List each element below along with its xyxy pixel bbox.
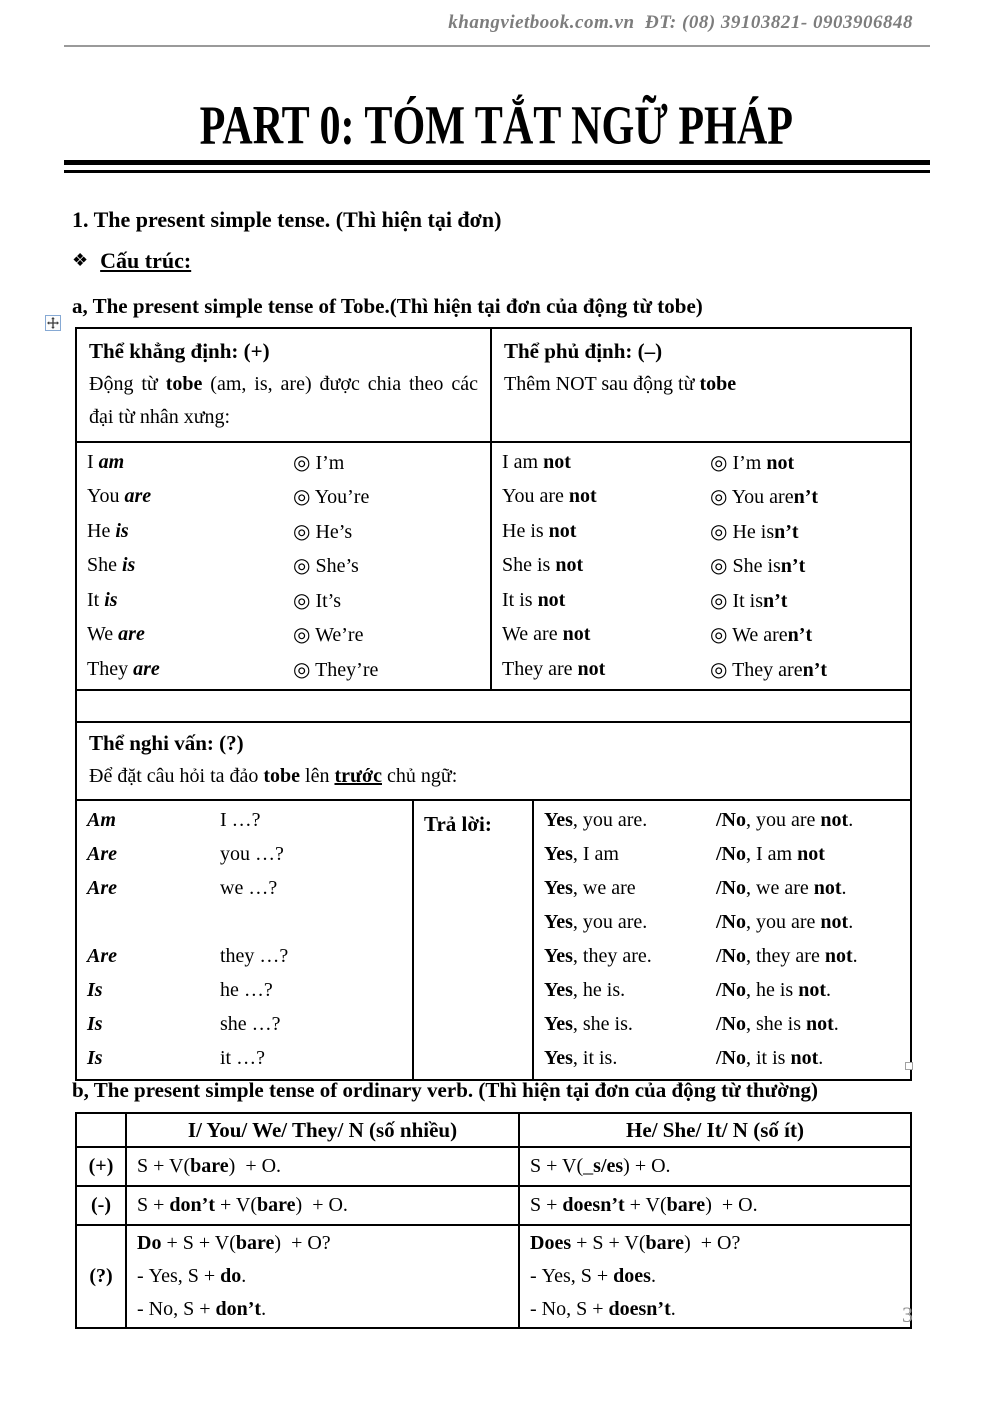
cell: Is [87,1013,103,1035]
cell: ◎ It isn’t [710,589,788,612]
cell: They are not [502,657,606,680]
interrogative-header-row [77,723,910,801]
answers-list [534,801,910,1079]
affirmative-form-row [87,445,484,480]
cell: ◎ I’m [293,451,345,474]
tobe-table-header-row [77,329,910,443]
question-row [87,1042,404,1076]
answer-label: Trả lời: [424,811,492,836]
answer-row [544,974,902,1008]
cell: you …? [220,843,284,865]
cell: ◎ They’re [293,658,379,681]
cell: Are [87,877,117,899]
question-row [87,974,404,1008]
empty-spacer-row [77,691,910,723]
header-divider [64,45,930,47]
interrogative-formula-row [77,1226,910,1327]
minus-label: (-) [77,1187,127,1224]
cell: ◎ She isn’t [710,555,806,578]
cell: /No, they are not. [716,945,858,967]
question-row [87,872,404,906]
formula-line: S + don’t + V(bare) + O. [137,1194,348,1216]
cell: it …? [220,1047,265,1069]
negative-header-cell [492,329,910,441]
answer-row [544,1008,902,1042]
negative-form-row [502,583,904,618]
cell: ◎ She’s [293,555,359,578]
cell: ◎ We’re [293,624,364,647]
verb-table-header-row [77,1114,910,1148]
plus-plural-cell [127,1148,520,1185]
minus-plural-cell [127,1187,520,1224]
formula-line: - Yes, S + does. [530,1265,656,1287]
formula-line: - No, S + don’t. [137,1298,267,1320]
cell: Yes, we are [544,877,636,899]
title-rule-thin [64,170,930,173]
cell: Is [87,979,103,1001]
cell: She is not [502,554,584,577]
cell: ◎ I’m not [710,451,795,474]
cell: ◎ You aren’t [710,486,819,509]
plus-singular-cell [520,1148,910,1185]
cell: You are not [502,485,597,508]
subsection-a-heading: a, The present simple tense of Tobe.(Thì hiện tại đơn của động từ tobe) [72,294,703,318]
cell: ◎ You’re [293,486,370,509]
interrogative-title: Thể nghi vấn: (?) [89,730,244,755]
cell: Yes, I am [544,843,619,865]
cell: she …? [220,1013,281,1035]
structure-label: Cấu trúc: [100,248,192,273]
verb-header-empty-cell [77,1114,127,1146]
answer-row [544,940,902,974]
cell: Are [87,843,117,865]
plural-subjects-header: I/ You/ We/ They/ N (số nhiều) [127,1114,520,1146]
formula-line: Does + S + V(bare) + O? [530,1232,741,1254]
question-row [87,804,404,838]
cell: ◎ It’s [293,589,342,612]
affirmative-form-row [87,480,484,515]
cell: he …? [220,979,273,1001]
answer-row [544,804,902,838]
cell: Yes, you are. [544,911,648,933]
diamond-bullet-icon: ❖ [72,250,89,270]
negative-form-row [502,549,904,584]
question-singular-cell [520,1226,910,1327]
answer-label-cell [414,801,534,1079]
cell: ◎ We aren’t [710,624,813,647]
table-resize-handle[interactable] [905,1062,913,1070]
part-title [0,96,993,154]
negative-form-row [502,514,904,549]
cell: they …? [220,945,289,967]
formula-line: - No, S + doesn’t. [530,1298,676,1320]
question-answer-row [77,801,910,1079]
questions-list [77,801,414,1079]
section-1-heading: 1. The present simple tense. (Thì hiện tại đơn) [72,207,502,232]
page-number: 3 [902,1302,913,1327]
question-row [87,1008,404,1042]
ordinary-verb-table [75,1112,912,1329]
tobe-table [75,327,912,1081]
formula-line: S + doesn’t + V(bare) + O. [530,1194,758,1216]
cell: You are [87,485,152,508]
formula-line: Do + S + V(bare) + O? [137,1232,331,1254]
minus-singular-cell [520,1187,910,1224]
negative-title: Thể phủ định: (–) [504,339,663,363]
cell: Is [87,1047,103,1069]
cell: Yes, they are. [544,945,652,967]
cell: Yes, he is. [544,979,626,1001]
negative-form-row [502,618,904,653]
formula-line: - Yes, S + do. [137,1265,247,1287]
singular-subjects-header: He/ She/ It/ N (số ít) [626,1118,804,1142]
negative-form-row [502,480,904,515]
cell: /No, we are not. [716,877,847,899]
structure-bullet-line [72,248,191,274]
affirmative-form-row [87,583,484,618]
formula-line: S + V(_s/es) + O. [530,1155,671,1177]
tobe-forms-row [77,443,910,691]
affirmative-forms-list [77,443,492,689]
cell: I …? [220,809,261,831]
interrogative-description: Để đặt câu hỏi ta đảo tobe lên trước chủ ngữ: [89,764,458,787]
cell: /No, she is not. [716,1013,839,1035]
four-arrows-icon [47,317,59,329]
cell: I am not [502,450,571,473]
cell: Are [87,945,117,967]
affirmative-header-cell [77,329,492,441]
answer-row [544,838,902,872]
cell: Am [87,809,116,831]
affirmative-form-row [87,549,484,584]
cell: ◎ He’s [293,520,353,543]
affirmative-title: Thể khẳng định: (+) [89,339,270,363]
cell: ◎ They aren’t [710,658,828,681]
question-label: (?) [77,1226,127,1327]
cell: He is not [502,519,577,542]
negative-description: Thêm NOT sau động từ tobe [504,373,737,395]
title-rule-thick [64,160,930,165]
cell: /No, it is not. [716,1047,824,1069]
answer-row [544,872,902,906]
cell: Yes, she is. [544,1013,633,1035]
formula-line: S + V(bare) + O. [137,1155,282,1177]
negative-form-row [502,652,904,687]
negative-form-row [502,445,904,480]
cell: They are [87,657,160,680]
cell: It is not [502,588,566,611]
cell: /No, you are not. [716,911,854,933]
subsection-b-heading: b, The present simple tense of ordinary verb. (Thì hiện tại đơn của động từ thường) [72,1078,819,1102]
cell: ◎ He isn’t [710,520,799,543]
part-title-text: PART 0: TÓM TẮT NGỮ PHÁP [199,94,794,156]
question-row [87,838,404,872]
negative-formula-row [77,1187,910,1226]
cell: It is [87,588,118,611]
affirmative-formula-row [77,1148,910,1187]
affirmative-form-row [87,618,484,653]
question-row [87,906,404,940]
negative-forms-list [492,443,910,689]
affirmative-form-row [87,514,484,549]
plus-label: (+) [77,1148,127,1185]
cell: /No, he is not. [716,979,832,1001]
cell: She is [87,554,136,577]
affirmative-form-row [87,652,484,687]
cell: /No, you are not. [716,809,854,831]
table-move-handle-icon[interactable] [45,315,61,331]
cell: we …? [220,877,278,899]
cell: Yes, you are. [544,809,648,831]
cell: We are [87,623,145,646]
affirmative-description: Động từ tobe (am, is, are) được chia theo các đại từ nhân xưng: [89,373,478,428]
cell: I am [87,450,125,473]
question-plural-cell [127,1226,520,1327]
header-site-info: khangvietbook.com.vn ĐT: (08) 39103821- 0903906848 [448,12,913,33]
answer-row [544,906,902,940]
cell: /No, I am not [716,843,825,865]
cell: He is [87,519,129,542]
cell: Yes, it is. [544,1047,618,1069]
question-row [87,940,404,974]
answer-row [544,1042,902,1076]
cell: We are not [502,623,591,646]
